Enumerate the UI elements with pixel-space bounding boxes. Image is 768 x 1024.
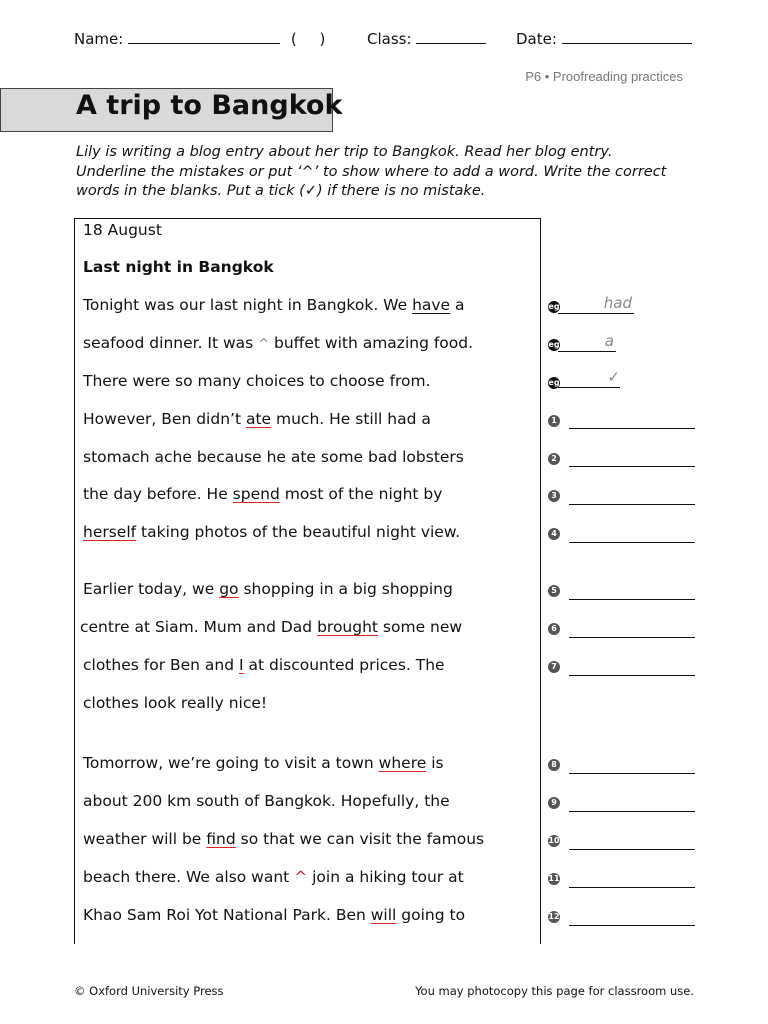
question-number: 1: [548, 415, 560, 427]
mistake-word: herself: [83, 523, 137, 541]
class-number-close: ): [319, 30, 326, 48]
caret-mark: ^: [294, 868, 308, 886]
question-number: 5: [548, 585, 560, 597]
answer-blank-4[interactable]: [569, 525, 695, 543]
example-mistake: have: [412, 296, 451, 314]
name-label: Name:: [74, 30, 124, 48]
entry-heading: Last night in Bangkok: [83, 258, 274, 276]
question-number: 7: [548, 661, 560, 673]
passage-line: weather will be find so that we can visit the famous: [83, 830, 485, 848]
question-number: 6: [548, 623, 560, 635]
passage-line: herself taking photos of the beautiful night view.: [83, 523, 461, 541]
passage-line: Khao Sam Roi Yot National Park. Ben will going to: [83, 906, 466, 924]
answer-blank-3[interactable]: [569, 487, 695, 505]
passage-line: beach there. We also want ^ join a hiking tour at: [83, 868, 464, 886]
class-blank[interactable]: [416, 31, 486, 44]
answer-blank-6[interactable]: [569, 620, 695, 638]
passage-line: seafood dinner. It was ^ buffet with amazing food.: [83, 334, 474, 352]
passage-line: the day before. He spend most of the night by: [83, 485, 443, 503]
passage-line: Tomorrow, we’re going to visit a town where is: [83, 754, 444, 772]
mistake-word: I: [239, 656, 244, 674]
answer-blank-12[interactable]: [569, 908, 695, 926]
example-marker: eg: [548, 302, 560, 311]
question-number: 12: [548, 912, 560, 921]
date-blank[interactable]: [562, 31, 692, 44]
example-marker: eg: [548, 340, 560, 349]
question-number: 2: [548, 453, 560, 465]
page-title: A trip to Bangkok: [76, 90, 343, 121]
passage-line: There were so many choices to choose from.: [83, 372, 431, 390]
answer-blank-1[interactable]: [569, 411, 695, 429]
passage-line: clothes look really nice!: [83, 694, 268, 712]
entry-date: 18 August: [83, 221, 162, 239]
passage-line: Tonight was our last night in Bangkok. We have a: [83, 296, 465, 314]
footer-copyright: © Oxford University Press: [74, 984, 224, 998]
caret-mark: ^: [258, 337, 270, 352]
instructions: Lily is writing a blog entry about her trip to Bangkok. Read her blog entry. Underline the mistakes or put ‘^’ to show where to add a word. Write the correct words in the blanks. Put a tick (✓) if there is no mistake.: [76, 144, 667, 199]
example-answer-line: [558, 296, 634, 314]
class-number-open: (: [290, 30, 297, 48]
question-number: 3: [548, 490, 560, 502]
answer-blank-9[interactable]: [569, 794, 695, 812]
date-label: Date:: [516, 30, 557, 48]
class-field-row: [367, 30, 486, 48]
name-field-row: [74, 30, 325, 48]
mistake-word: spend: [232, 485, 280, 503]
mistake-word: go: [219, 580, 239, 598]
tick-icon: ✓: [607, 368, 620, 386]
question-number: 10: [548, 836, 560, 845]
question-number: 8: [548, 759, 560, 771]
answer-blank-5[interactable]: [569, 582, 695, 600]
answer-blank-10[interactable]: [569, 832, 695, 850]
passage-line: However, Ben didn’t ate much. He still had a: [83, 410, 431, 428]
question-number: 4: [548, 528, 560, 540]
passage-line: Earlier today, we go shopping in a big shopping: [83, 580, 453, 598]
practice-label: P6 • Proofreading practices: [525, 69, 683, 84]
mistake-word: will: [370, 906, 397, 924]
answer-blank-2[interactable]: [569, 449, 695, 467]
passage-line: stomach ache because he ate some bad lobsters: [83, 448, 464, 466]
question-number: 9: [548, 797, 560, 809]
example-answer: had: [603, 294, 632, 312]
class-label: Class:: [367, 30, 412, 48]
date-field-row: [516, 30, 692, 48]
answer-blank-7[interactable]: [569, 658, 695, 676]
example-answer: a: [604, 332, 614, 350]
example-answer-line: [558, 334, 616, 352]
answer-blank-11[interactable]: [569, 870, 695, 888]
name-blank[interactable]: [128, 31, 280, 44]
passage-line: about 200 km south of Bangkok. Hopefully, the: [83, 792, 450, 810]
passage-line: clothes for Ben and I at discounted prices. The: [83, 656, 445, 674]
footer-photocopy-note: You may photocopy this page for classroom use.: [415, 984, 694, 998]
example-answer-line: [558, 370, 620, 388]
mistake-word: brought: [317, 618, 378, 636]
example-marker: eg: [548, 378, 560, 387]
mistake-word: ate: [245, 410, 272, 428]
answer-blank-8[interactable]: [569, 756, 695, 774]
question-number: 11: [548, 874, 560, 883]
mistake-word: find: [206, 830, 236, 848]
mistake-word: where: [378, 754, 427, 772]
passage-line: centre at Siam. Mum and Dad brought some new: [80, 618, 463, 636]
